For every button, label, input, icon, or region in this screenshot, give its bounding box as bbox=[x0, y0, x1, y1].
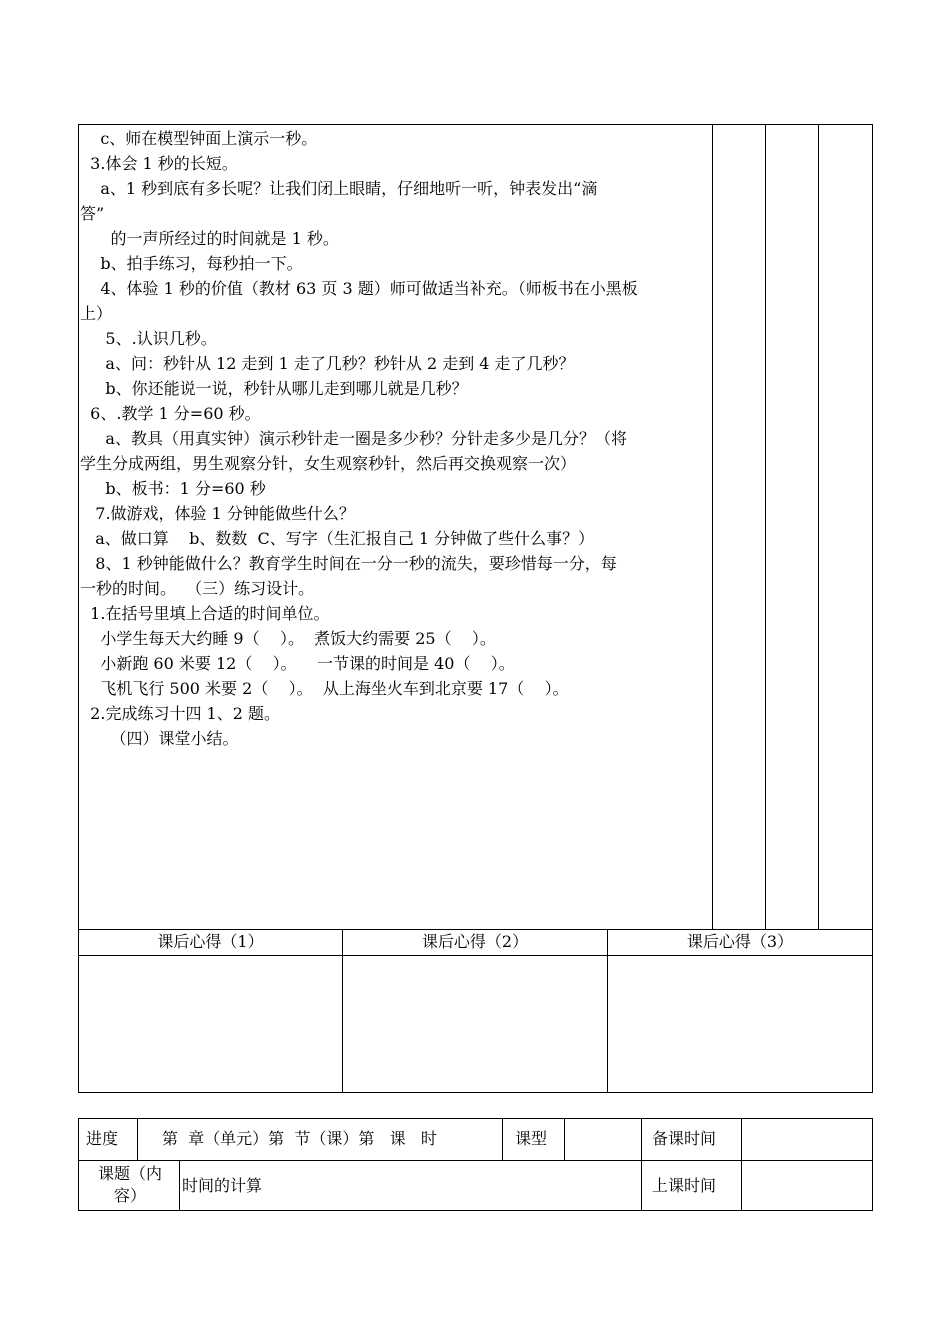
content-line: 7.做游戏，体验 1 分钟能做些什么？ bbox=[80, 504, 355, 523]
content-line: 4、体验 1 秒的价值（教材 63 页 3 题）师可做适当补充。（师板书在小黑板 bbox=[80, 279, 638, 298]
content-line: 一秒的时间。 （三）练习设计。 bbox=[80, 579, 315, 598]
content-line: 5、.认识几秒。 bbox=[80, 329, 217, 348]
column-divider bbox=[818, 124, 819, 929]
content-line: 飞机飞行 500 米要 2（ ）。 从上海坐火车到北京要 17（ ）。 bbox=[80, 679, 569, 698]
column-divider bbox=[641, 1118, 642, 1211]
topic-value[interactable]: 时间的计算 bbox=[182, 1176, 263, 1195]
column-divider bbox=[765, 124, 766, 929]
chapter-text: 第 章（单元）第 节（课）第 课 时 bbox=[162, 1129, 437, 1148]
reflection-area-3[interactable] bbox=[608, 956, 872, 1092]
content-line: 的一声所经过的时间就是 1 秒。 bbox=[80, 229, 339, 248]
reflection-header-2: 课后心得（2） bbox=[421, 932, 529, 951]
row-divider bbox=[78, 1160, 873, 1161]
reflection-header-3: 课后心得（3） bbox=[686, 932, 794, 951]
content-line: 上） bbox=[80, 304, 113, 323]
column-divider bbox=[564, 1118, 565, 1160]
content-line: 小新跑 60 米要 12（ ）。 一节课的时间是 40（ ）。 bbox=[80, 654, 515, 673]
reflection-header-1: 课后心得（1） bbox=[157, 932, 264, 951]
content-line: a、做口算 b、数数 C、写字（生汇报自己 1 分钟做了些什么事？） bbox=[80, 529, 595, 548]
column-divider bbox=[712, 124, 713, 929]
content-line: b、板书：1 分=60 秒 bbox=[80, 479, 266, 498]
column-divider bbox=[179, 1160, 180, 1211]
class-time-label: 上课时间 bbox=[652, 1176, 717, 1195]
content-line: c、师在模型钟面上演示一秒。 bbox=[80, 129, 318, 148]
content-line: 答” bbox=[80, 204, 105, 223]
reflection-area-1[interactable] bbox=[79, 956, 342, 1092]
type-label: 课型 bbox=[515, 1129, 548, 1148]
content-line: 8、1 秒钟能做什么？教育学生时间在一分一秒的流失，要珍惜每一分，每 bbox=[80, 554, 617, 573]
content-line: 3.体会 1 秒的长短。 bbox=[80, 154, 238, 173]
content-line: b、拍手练习，每秒拍一下。 bbox=[80, 254, 303, 273]
prep-time-label: 备课时间 bbox=[652, 1129, 717, 1148]
content-line: b、你还能说一说，秒针从哪儿走到哪儿就是几秒？ bbox=[80, 379, 468, 398]
column-divider bbox=[502, 1118, 503, 1160]
column-divider bbox=[137, 1118, 138, 1160]
topic-label: 课题（内容） bbox=[97, 1164, 162, 1205]
content-line: 6、.教学 1 分=60 秒。 bbox=[80, 404, 261, 423]
content-line: 2.完成练习十四 1、2 题。 bbox=[80, 704, 280, 723]
content-line: a、问：秒针从 12 走到 1 走了几秒？秒针从 2 走到 4 走了几秒？ bbox=[80, 354, 575, 373]
content-line: （四）课堂小结。 bbox=[80, 729, 239, 748]
content-line: 1.在括号里填上合适的时间单位。 bbox=[80, 604, 330, 623]
progress-label: 进度 bbox=[86, 1129, 119, 1148]
column-divider bbox=[741, 1118, 742, 1211]
content-line: 小学生每天大约睡 9（ ）。 煮饭大约需要 25（ ）。 bbox=[80, 629, 496, 648]
content-line: a、教具（用真实钟）演示秒针走一圈是多少秒？分针走多少是几分？（将 bbox=[80, 429, 627, 448]
lesson-content bbox=[80, 126, 712, 751]
content-line: a、1 秒到底有多长呢？让我们闭上眼睛，仔细地听一听，钟表发出“滴 bbox=[80, 179, 598, 198]
reflection-area-2[interactable] bbox=[343, 956, 607, 1092]
content-line: 学生分成两组，男生观察分针，女生观察秒针，然后再交换观察一次） bbox=[80, 454, 577, 473]
